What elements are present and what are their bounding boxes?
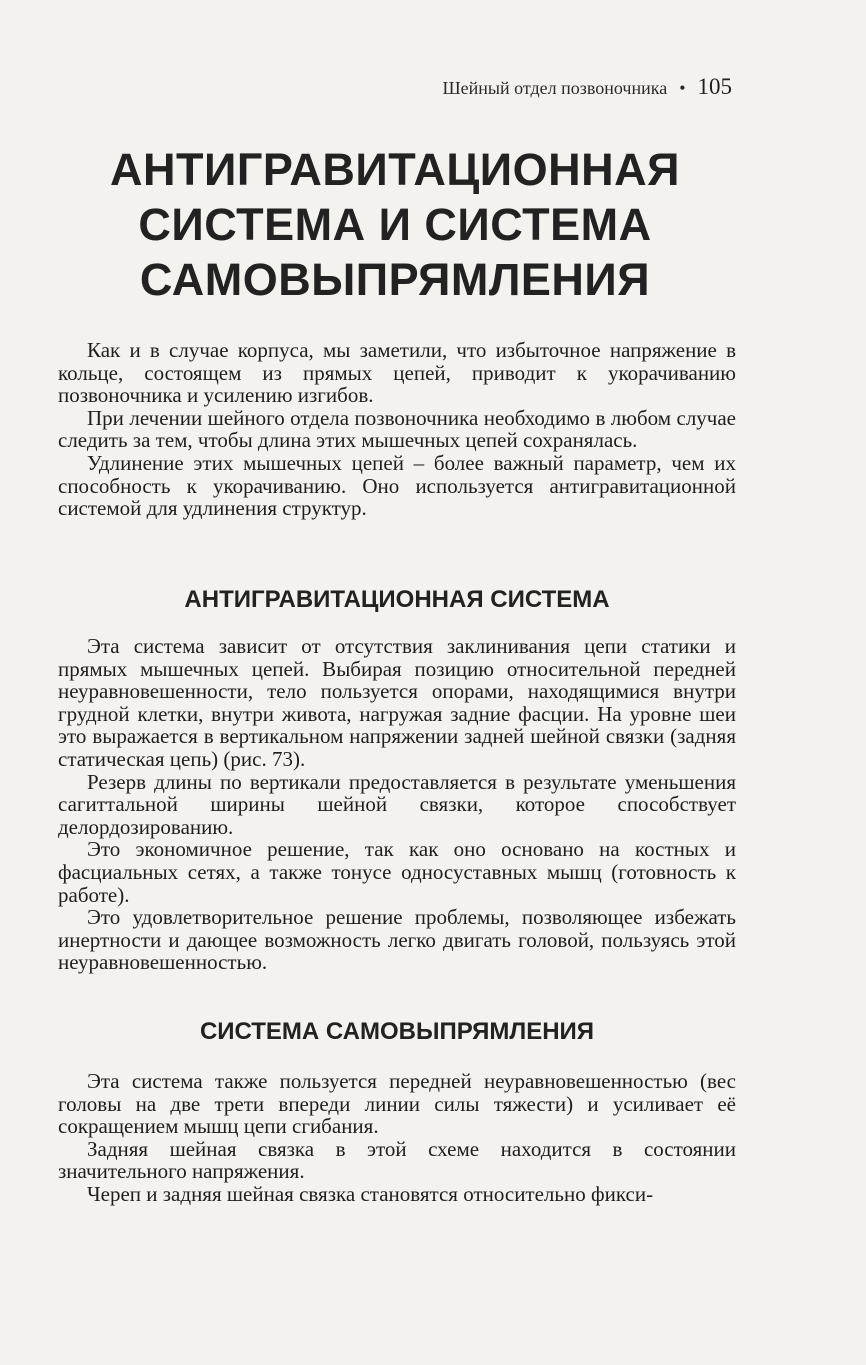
paragraph: Резерв длины по вертикали предоставляется в результате уменьшения сагиттальной ширины шейной связки, которое способствует делордозированию.	[58, 769, 736, 839]
section-self-straightening-text	[58, 1070, 736, 1206]
section-heading-self-straightening: СИСТЕМА САМОВЫПРЯМЛЕНИЯ	[199, 1018, 595, 1045]
paragraph: Удлинение этих мышечных цепей – более важный параметр, чем их способность к укорачиванию. Оно используется антигравитационной системой для удлинения структур.	[58, 450, 736, 521]
chapter-title-line-3: САМОВЫПРЯМЛЕНИЯ	[139, 254, 651, 305]
running-head	[442, 74, 732, 100]
chapter-title-line-2: СИСТЕМА И СИСТЕМА	[138, 199, 652, 250]
paragraph: При лечении шейного отдела позвоночника необходимо в любом случае следить за тем, чтобы длина этих мышечных цепей сохранялась.	[58, 405, 736, 453]
paragraph: Эта система зависит от отсутствия заклинивания цепи статики и прямых мышечных цепей. Выбирая позицию относительной передней неуравновешенности, тело пользуется опорами, находящимися внутри грудной клетки, внутри живота, нагружая задние фасции. На уровне шеи это выражается в вертикальном напряжении задней шейной связки (задняя статическая цепь) (рис. 73).	[58, 634, 736, 771]
intro-text	[58, 339, 736, 520]
paragraph: Как и в случае корпуса, мы заметили, что избыточное напряжение в кольце, состоящем из прямых цепей, приводит к укорачиванию позвоночника и усилению изгибов.	[58, 338, 736, 408]
running-title: Шейный отдел позвоночника	[442, 78, 668, 98]
chapter-title-line-1: АНТИГРАВИТАЦИОННАЯ	[110, 144, 680, 195]
chapter-title	[56, 142, 734, 307]
section-antigravity-text	[58, 635, 736, 974]
paragraph: Череп и задняя шейная связка становятся относительно фикси-	[87, 1181, 654, 1206]
bullet-separator: •	[679, 78, 686, 98]
paragraph: Это экономичное решение, так как оно основано на костных и фасциальных сетях, а также тонусе односуставных мышц (готовность к работе).	[58, 837, 736, 907]
paragraph: Эта система также пользуется передней неуравновешенностью (вес головы на две трети впереди линии силы тяжести) и усиливает её сокращением мышц цепи сгибания.	[58, 1069, 736, 1139]
paragraph: Это удовлетворительное решение проблемы, позволяющее избежать инертности и дающее возможность легко двигать головой, пользуясь этой неуравновешенностью.	[58, 905, 736, 975]
page-number: 105	[697, 74, 732, 99]
paragraph: Задняя шейная связка в этой схеме находится в состоянии значительного напряжения.	[58, 1136, 736, 1184]
section-heading-antigravity: АНТИГРАВИТАЦИОННАЯ СИСТЕМА	[184, 586, 610, 613]
